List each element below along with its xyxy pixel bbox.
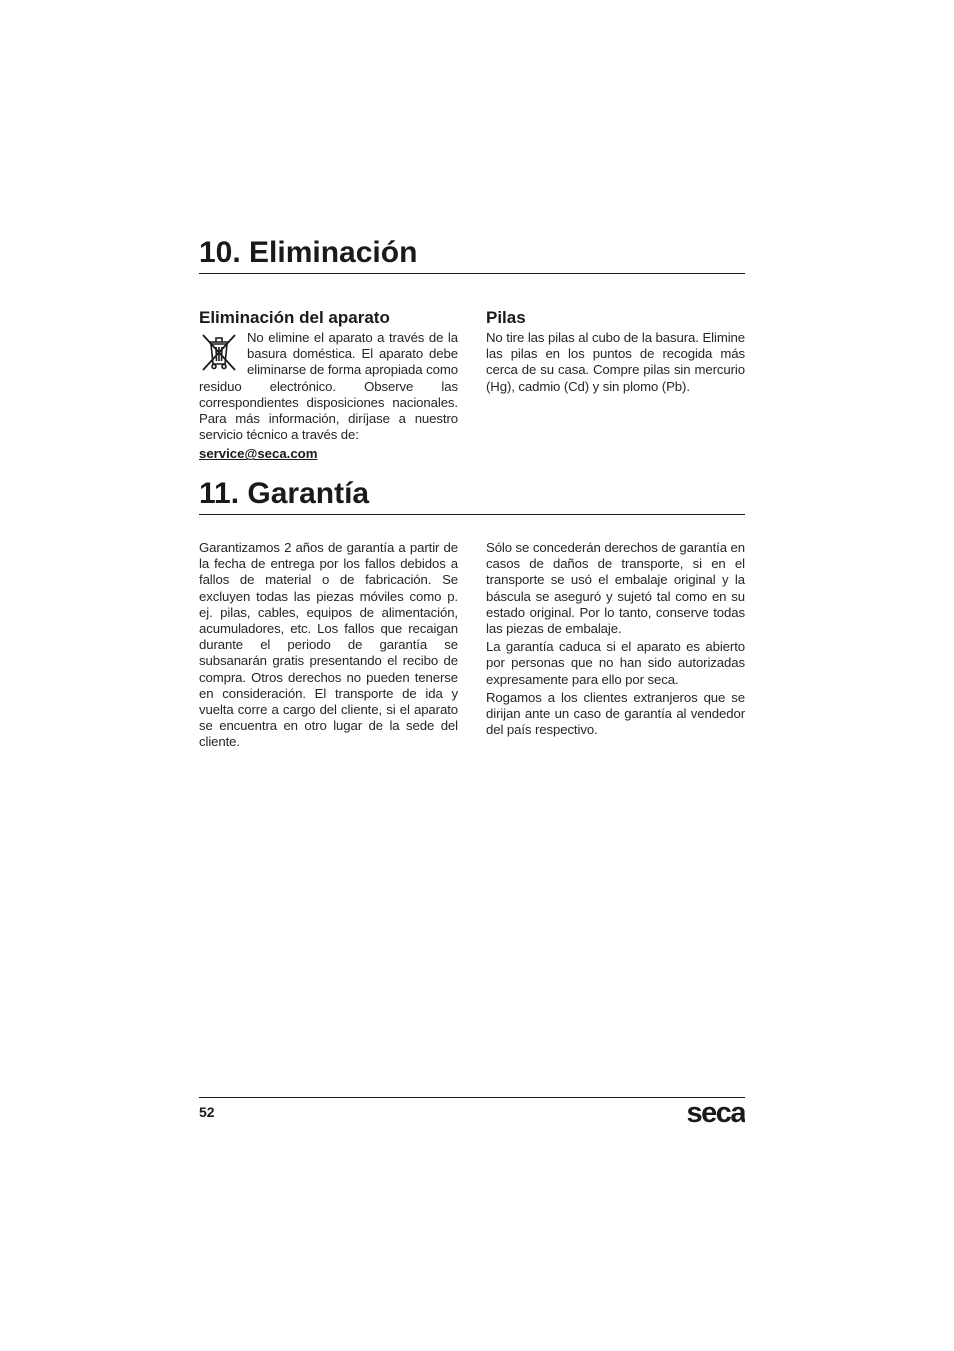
disposal-device-text: No elimine el aparato a través de la basura doméstica. El aparato debe eliminarse de forma apropiada como residuo electrónico. Observe las correspondientes disposiciones nacionales. Para más información, diríjase a nuestro servicio técnico a través de: [199, 330, 458, 443]
disposal-device-heading: Eliminación del aparato [199, 308, 390, 327]
section-11-rule [199, 514, 745, 515]
warranty-paragraph: Sólo se concederán derechos de garantía en casos de daños de transporte, si en el transporte se usó el embalaje original y la báscula se aseguró y sujetó tal como en su estado original. Por lo tanto, conserve todas las piezas de embalaje. [486, 540, 746, 637]
crossed-bin-icon [199, 332, 239, 372]
warranty-left-column [199, 540, 458, 753]
section-10-title: 10. Eliminación [199, 236, 418, 269]
page-number: 52 [199, 1104, 215, 1120]
seca-logo [685, 1094, 745, 1130]
batteries-heading: Pilas [486, 308, 526, 327]
disposal-device-column [199, 308, 458, 462]
section-10-rule [199, 273, 745, 274]
warranty-left-text: Garantizamos 2 años de garantía a partir de la fecha de entrega por los fallos debidos a fallos de material o de fabricación. Se excluyen todas las piezas móviles como p. ej. pilas, cables, equipos de alimentación, acumuladores, etc. Los fallos que recaigan durante el periodo de garantía se subsanarán gratis presentando el recibo de compra. Otros derechos no pueden tenerse en consideración. El transporte de ida y vuelta corre a cargo del cliente, si el aparato se encuentra en otro lugar de la sede del cliente. [199, 540, 458, 750]
footer-rule [199, 1097, 745, 1098]
batteries-column [486, 308, 745, 397]
service-email-link[interactable]: service@seca.com [199, 446, 318, 462]
warranty-right-column [486, 540, 745, 740]
section-11-title: 11. Garantía [199, 477, 370, 510]
batteries-text: No tire las pilas al cubo de la basura. Elimine las pilas en los puntos de recogida más cerca de su casa. Compre pilas sin mercurio (Hg), cadmio (Cd) y sin plomo (Pb). [486, 330, 745, 394]
warranty-paragraph: Rogamos a los clientes extranjeros que se dirijan ante un caso de garantía al vendedor del país respectivo. [486, 689, 745, 738]
logo-text: seca [686, 1097, 745, 1129]
warranty-paragraph: La garantía caduca si el aparato es abierto por personas que no han sido autorizadas expresamente para ello por seca. [486, 639, 745, 687]
